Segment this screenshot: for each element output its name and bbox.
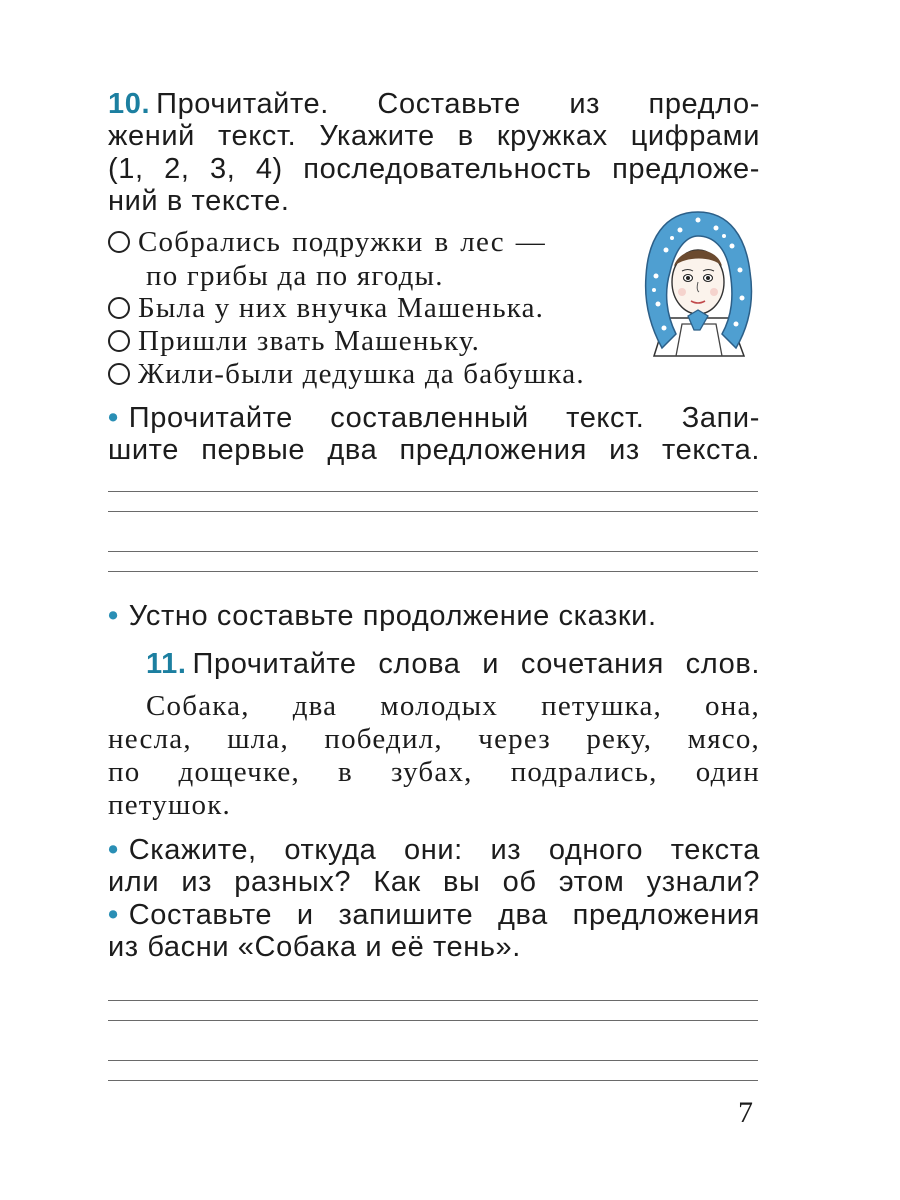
order-circle-1[interactable]	[108, 231, 130, 253]
bullet-icon: •	[108, 402, 119, 434]
task10-instruction-line-2: жений текст. Укажите в кружках цифрами	[108, 120, 760, 152]
sentence-option-3	[108, 325, 480, 357]
task11-number: 11.	[146, 648, 187, 680]
task11-bullet-2-line-2: из басни «Собака и её тень».	[108, 931, 521, 963]
writing-line-7[interactable]	[108, 1060, 758, 1061]
task10-bullet-1-line-2: шите первые два предложения из текста.	[108, 434, 760, 466]
writing-line-1[interactable]	[108, 491, 758, 492]
task11-words-line-4: петушок.	[108, 789, 231, 821]
girl-headscarf-illustration	[636, 206, 760, 358]
order-circle-3[interactable]	[108, 330, 130, 352]
sentence-1-text: Собрались подружки в лес —	[138, 225, 546, 258]
task11-bullet-2-line-1: • Составьте и запишите два предложения	[108, 899, 760, 931]
writing-line-8[interactable]	[108, 1080, 758, 1081]
page-number: 7	[738, 1096, 753, 1129]
sentence-3-text: Пришли звать Машеньку.	[138, 324, 481, 357]
sentence-2-text: Была у них внучка Машенька.	[138, 291, 545, 324]
sentence-option-4	[108, 358, 585, 390]
bullet-icon: •	[108, 600, 119, 632]
writing-line-2[interactable]	[108, 511, 758, 512]
task10-instruction-line-3: (1, 2, 3, 4) последовательность предложе-	[108, 153, 760, 185]
task11-words-line-3: по дощечке, в зубах, подрались, один	[108, 756, 760, 788]
sentence-option-1	[108, 226, 546, 258]
writing-line-5[interactable]	[108, 1000, 758, 1001]
sentence-1-continuation: по грибы да по ягоды.	[146, 260, 444, 292]
sentence-option-2	[108, 292, 544, 324]
task10-instruction-line-1: 10. Прочитайте. Составьте из предло-	[108, 88, 760, 120]
task10-bullet-1-line-1: • Прочитайте составленный текст. Запи-	[108, 402, 760, 434]
task11-bullet-1-line-1: • Скажите, откуда они: из одного текста	[108, 834, 760, 866]
sentence-4-text: Жили-были дедушка да бабушка.	[138, 357, 585, 390]
writing-line-6[interactable]	[108, 1020, 758, 1021]
bullet-icon: •	[108, 899, 119, 931]
task11-instruction: 11. Прочитайте слова и сочетания слов.	[146, 648, 760, 680]
task11-words-line-1: Собака, два молодых петушка, она,	[146, 690, 760, 722]
task10-number: 10.	[108, 88, 151, 120]
writing-line-3[interactable]	[108, 551, 758, 552]
writing-line-4[interactable]	[108, 571, 758, 572]
bullet-icon: •	[108, 834, 119, 866]
task10-bullet-2: • Устно составьте продолжение сказки.	[108, 600, 657, 632]
order-circle-4[interactable]	[108, 363, 130, 385]
order-circle-2[interactable]	[108, 297, 130, 319]
task11-words-line-2: несла, шла, победил, через реку, мясо,	[108, 723, 760, 755]
task10-instruction-line-4: ний в тексте.	[108, 185, 290, 217]
task11-bullet-1-line-2: или из разных? Как вы об этом узнали?	[108, 866, 760, 898]
